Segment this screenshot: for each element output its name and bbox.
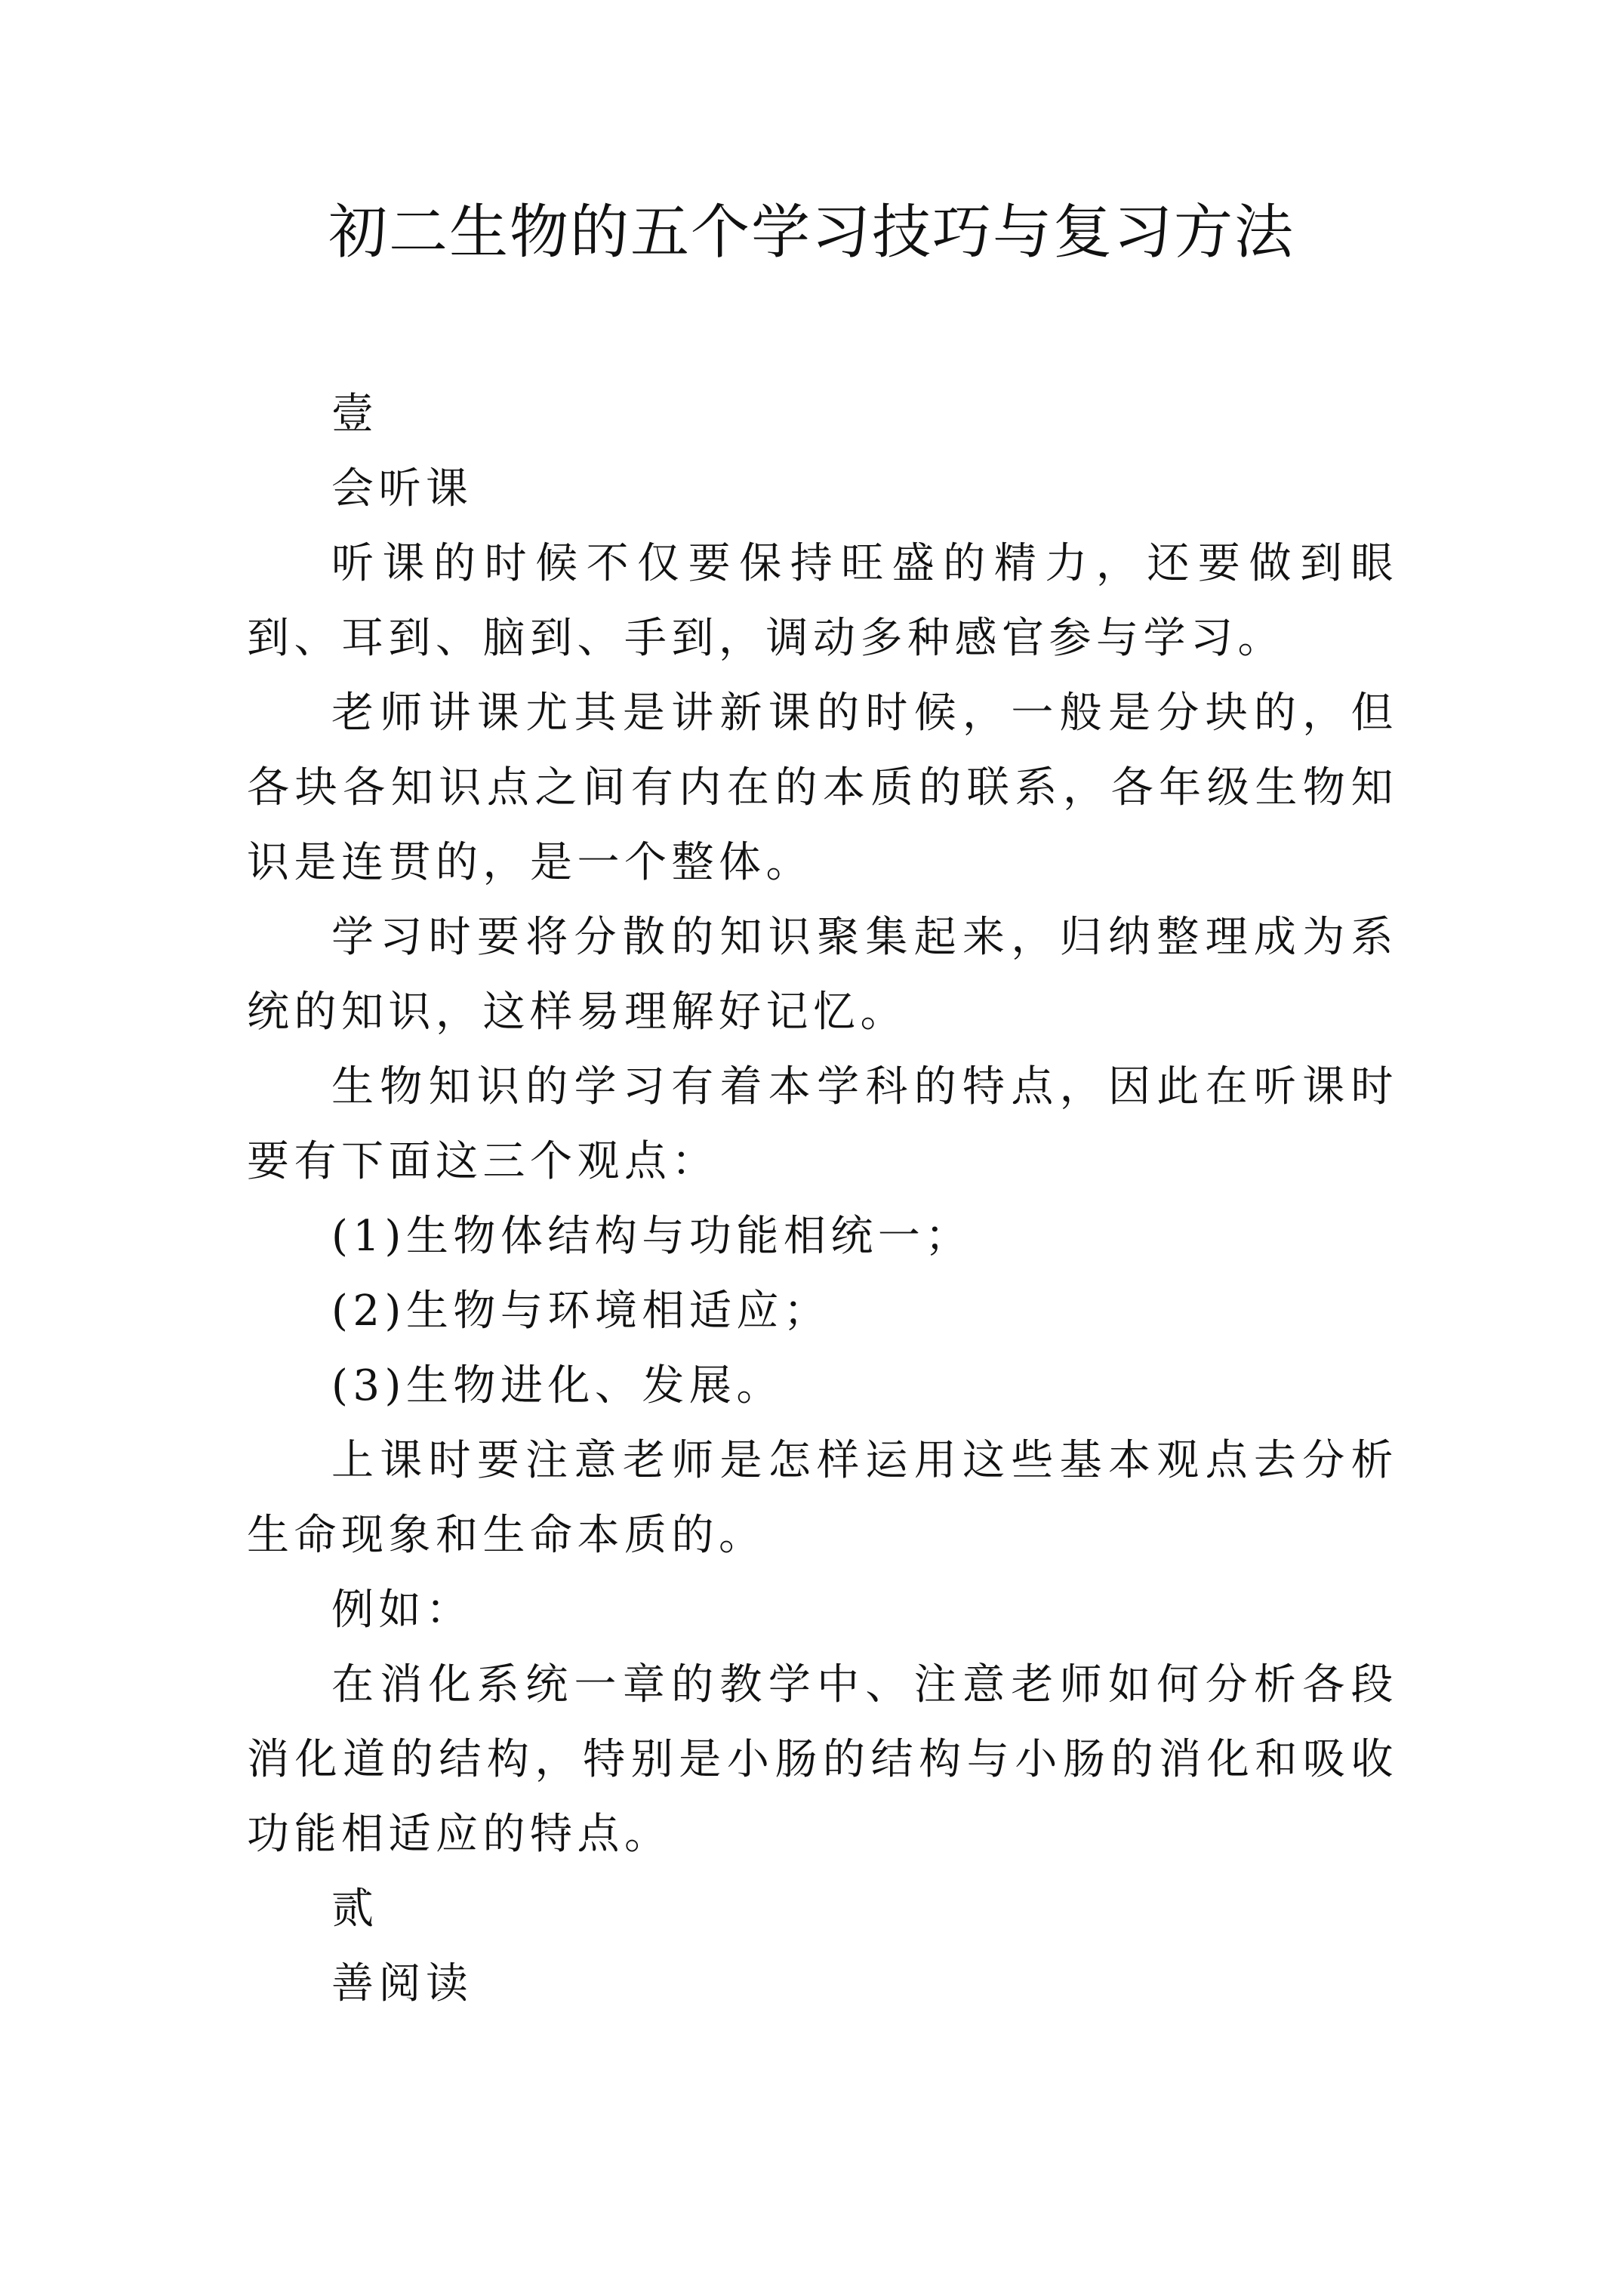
paragraph: 学习时要将分散的知识聚集起来，归纳整理成为系统的知识，这样易理解好记忆。 — [247, 913, 1398, 1037]
section-number: 壹 — [331, 390, 379, 439]
paragraph: 上课时要注意老师是怎样运用这些基本观点去分析生命现象和生命本质的。 — [247, 1436, 1398, 1560]
section-heading: 会听课 — [331, 464, 473, 513]
list-item: (1)生物体结构与功能相统一； — [331, 1212, 972, 1261]
section-number: 贰 — [331, 1885, 379, 1934]
document-body — [247, 377, 1398, 2021]
document-title: 初二生物的五个学习技巧与复习方法 — [328, 199, 1295, 267]
paragraph: 生物知识的学习有着本学科的特点，因此在听课时要有下面这三个观点： — [247, 1062, 1398, 1186]
paragraph: 老师讲课尤其是讲新课的时候，一般是分块的，但各块各知识点之间有内在的本质的联系，各年级生物知识是连贯的，是一个整体。 — [247, 689, 1398, 887]
paragraph: 例如： — [331, 1586, 473, 1635]
list-item: (3)生物进化、发展。 — [331, 1361, 784, 1410]
section-heading: 善阅读 — [331, 1959, 473, 2008]
list-item: (2)生物与环境相适应； — [331, 1287, 831, 1336]
paragraph: 听课的时候不仅要保持旺盛的精力，还要做到眼到、耳到、脑到、手到，调动多种感官参与学习。 — [247, 539, 1398, 663]
paragraph: 在消化系统一章的教学中、注意老师如何分析各段消化道的结构，特别是小肠的结构与小肠的消化和吸收功能相适应的特点。 — [247, 1660, 1398, 1859]
